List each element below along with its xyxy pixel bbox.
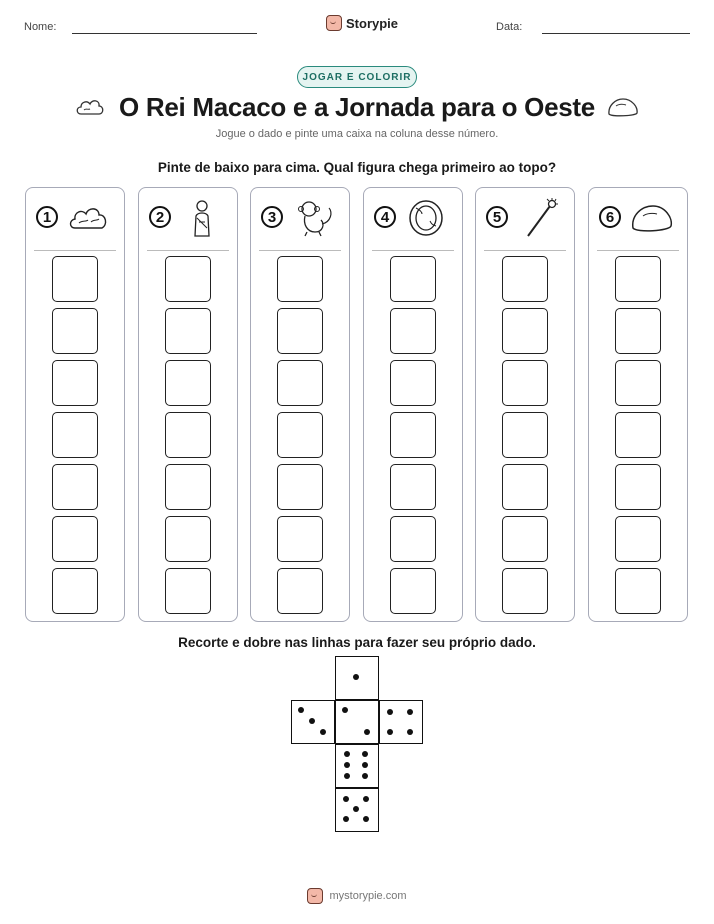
die-pip	[407, 729, 413, 735]
die-pip	[309, 718, 315, 724]
color-box[interactable]	[615, 308, 661, 354]
die-pip	[387, 729, 393, 735]
color-box[interactable]	[165, 568, 211, 614]
die-pip	[344, 773, 350, 779]
die-pip	[344, 751, 350, 757]
color-box[interactable]	[615, 412, 661, 458]
die-pip	[362, 762, 368, 768]
color-box[interactable]	[277, 412, 323, 458]
column-divider	[259, 250, 341, 251]
column-5	[475, 187, 575, 622]
die-pip	[320, 729, 326, 735]
color-box[interactable]	[165, 360, 211, 406]
color-box[interactable]	[502, 464, 548, 510]
column-number: 3	[261, 206, 283, 228]
color-box[interactable]	[390, 256, 436, 302]
color-box[interactable]	[52, 256, 98, 302]
color-box[interactable]	[277, 360, 323, 406]
die-face-1	[335, 656, 379, 700]
color-box[interactable]	[165, 516, 211, 562]
die-pip	[344, 762, 350, 768]
color-box[interactable]	[390, 464, 436, 510]
die-pip	[342, 707, 348, 713]
die-pip	[363, 796, 369, 802]
color-box[interactable]	[502, 256, 548, 302]
color-box[interactable]	[52, 412, 98, 458]
die-face-6	[335, 744, 379, 788]
die-pip	[343, 796, 349, 802]
die-pip	[343, 816, 349, 822]
die-pip	[362, 773, 368, 779]
magic-staff-icon	[516, 198, 562, 238]
color-box[interactable]	[52, 464, 98, 510]
die-instruction: Recorte e dobre nas linhas para fazer seu próprio dado.	[178, 635, 536, 650]
color-box[interactable]	[165, 308, 211, 354]
die-pip	[387, 709, 393, 715]
golden-headband-icon	[404, 198, 450, 238]
footer-url[interactable]: mystorypie.com	[329, 890, 407, 902]
page-title: O Rei Macaco e a Jornada para o Oeste	[119, 92, 595, 122]
color-box[interactable]	[277, 256, 323, 302]
color-box[interactable]	[390, 516, 436, 562]
column-4	[363, 187, 463, 622]
color-box[interactable]	[165, 412, 211, 458]
brand	[326, 15, 398, 31]
die-face-3	[291, 700, 335, 744]
column-number: 4	[374, 206, 396, 228]
color-box[interactable]	[390, 412, 436, 458]
color-box[interactable]	[390, 568, 436, 614]
color-box[interactable]	[165, 464, 211, 510]
color-box[interactable]	[615, 464, 661, 510]
column-number: 5	[486, 206, 508, 228]
column-6	[588, 187, 688, 622]
column-divider	[147, 250, 229, 251]
color-box[interactable]	[277, 568, 323, 614]
die-pip	[298, 707, 304, 713]
color-box[interactable]	[502, 360, 548, 406]
color-box[interactable]	[502, 412, 548, 458]
color-box[interactable]	[615, 516, 661, 562]
monkey-icon	[291, 198, 337, 238]
column-2	[138, 187, 238, 622]
name-line[interactable]	[72, 33, 257, 34]
die-pip	[364, 729, 370, 735]
die-face-4	[379, 700, 423, 744]
color-box[interactable]	[277, 516, 323, 562]
date-line[interactable]	[542, 33, 690, 34]
color-box[interactable]	[615, 568, 661, 614]
die-face-5	[335, 788, 379, 832]
cloud-icon	[66, 198, 112, 238]
column-3	[250, 187, 350, 622]
column-number: 2	[149, 206, 171, 228]
name-label: Nome:	[24, 21, 57, 33]
color-box[interactable]	[502, 308, 548, 354]
die-face-2	[335, 700, 379, 744]
storypie-logo-icon	[326, 15, 342, 31]
color-box[interactable]	[390, 308, 436, 354]
footer	[0, 888, 714, 904]
color-box[interactable]	[277, 308, 323, 354]
die-pip	[353, 806, 359, 812]
die-pip	[407, 709, 413, 715]
stone-icon	[629, 198, 675, 238]
subtitle: Jogue o dado e pinte uma caixa na coluna desse número.	[215, 128, 499, 140]
die-pip	[363, 816, 369, 822]
column-divider	[597, 250, 679, 251]
color-box[interactable]	[52, 308, 98, 354]
color-box[interactable]	[52, 568, 98, 614]
color-box[interactable]	[502, 568, 548, 614]
column-number: 1	[36, 206, 58, 228]
color-box[interactable]	[52, 516, 98, 562]
brand-name: Storypie	[346, 15, 399, 31]
column-1	[25, 187, 125, 622]
storypie-logo-icon	[307, 888, 323, 904]
die-pip	[353, 674, 359, 680]
instruction: Pinte de baixo para cima. Qual figura chega primeiro ao topo?	[157, 160, 557, 175]
color-box[interactable]	[390, 360, 436, 406]
column-divider	[34, 250, 116, 251]
die-pip	[362, 751, 368, 757]
color-box[interactable]	[52, 360, 98, 406]
color-box[interactable]	[502, 516, 548, 562]
color-box[interactable]	[165, 256, 211, 302]
color-box[interactable]	[615, 256, 661, 302]
column-divider	[372, 250, 454, 251]
date-label: Data:	[496, 21, 523, 33]
column-number: 6	[599, 206, 621, 228]
stone-decoration-icon	[606, 95, 640, 119]
color-box[interactable]	[615, 360, 661, 406]
color-box[interactable]	[277, 464, 323, 510]
category-badge: JOGAR E COLORIR	[297, 66, 417, 88]
column-divider	[484, 250, 566, 251]
monk-icon	[179, 198, 225, 238]
